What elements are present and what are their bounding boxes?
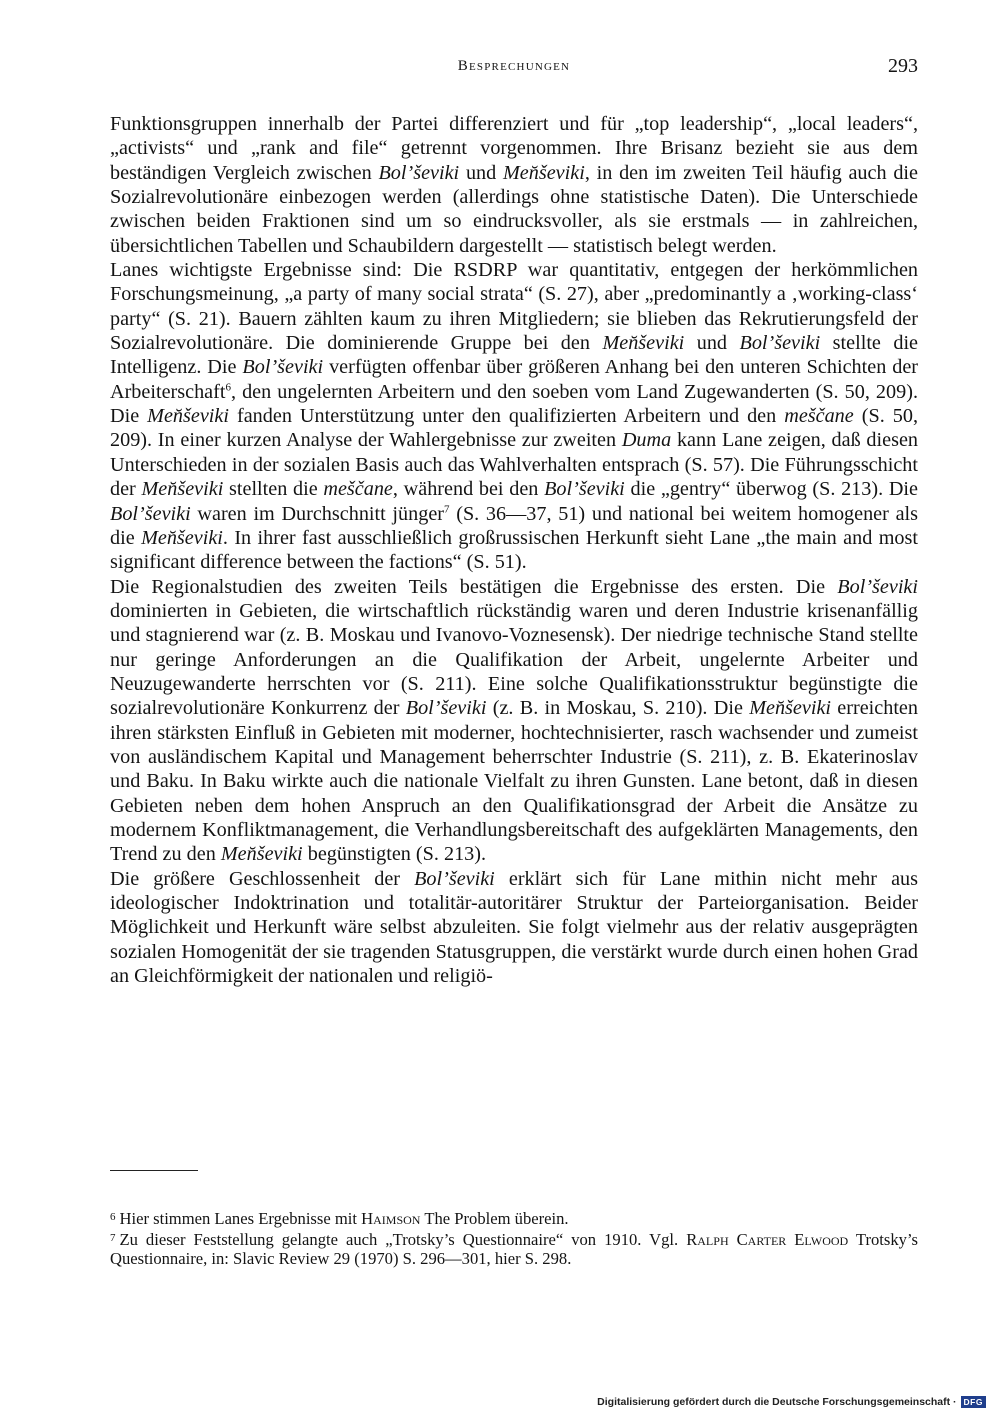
footnote-rule xyxy=(110,1170,198,1171)
text-run: stellte die Intelligenz. Die xyxy=(110,332,919,379)
italic-term: Men̆ševiki xyxy=(220,843,303,866)
text-run: (S. 36—37, 51) und national bei weitem homogener als die xyxy=(110,502,918,549)
italic-term: Men̆ševiki xyxy=(141,526,223,549)
text-run: waren im Durchschnitt jünger xyxy=(190,502,445,525)
italic-term: Bol’ševiki xyxy=(837,575,918,598)
footnote-reference: 6 xyxy=(225,381,231,394)
text-run: dominierten in Gebieten, die wirtschaftlich rückständig waren und deren Industrie krisenanfällig und stagnierend war (z. B. Moskau und Ivanovo-Voznesensk). Der niedrige technische Stand stellte nur geringe Anforderungen an die Qualifikation der Arbeit, ungelernte Arbeiter und Neuzugewanderte herrschten vor (S. 211). Eine solche Qualifikationsstruktur begünstigte die sozialrevolutionäre Konkurrenz der xyxy=(110,599,918,720)
footnote-text: Hier stimmen Lanes Ergebnisse mit xyxy=(119,1209,362,1228)
text-run: begünstigten (S. 213). xyxy=(302,843,487,866)
dfg-logo: DFG xyxy=(961,1396,986,1408)
text-run: erklärt sich für Lane mithin nicht mehr aus ideologischer Indoktrination und totalitär-autoritärer Struktur der Parteiorganisation. Beider Möglichkeit und Herkunft wäre selbst abzuleiten. Sie folgt vielmehr aus der relativ ausgeprägten sozialen Homogenität der sie tragenden Statusgruppen, die verstärkt wurde durch einen hohen Grad an Gleichförmigkeit der nationalen und religiö- xyxy=(110,867,918,988)
text-run: Lanes wichtigste Ergebnisse sind: Die RSDRP war quantitativ, entgegen der herkömmlichen Forschungsmeinung, „a party of many social strata“ (S. 27), aber „predominantly a ‚working-class‘ party“ (S. 21). Bauern zählten kaum zu ihren Mitgliedern; sie blieben das Rekrutierungsfeld der Sozialrevolutionäre. Die dominierende Gruppe bei den xyxy=(110,259,918,355)
italic-term: Duma xyxy=(621,429,672,452)
footnotes xyxy=(110,1208,918,1269)
text-run: die „gentry“ überwog (S. 213). Die xyxy=(624,478,918,501)
footnote xyxy=(110,1208,918,1229)
italic-term: Men̆ševiki xyxy=(749,697,832,720)
italic-term: Bol’ševiki xyxy=(414,867,495,890)
italic-term: Men̆ševiki xyxy=(141,478,224,501)
text-run: (z. B. in Moskau, S. 210). Die xyxy=(486,697,750,720)
paragraph xyxy=(110,867,918,989)
italic-term: Bol’ševiki xyxy=(242,356,324,379)
text-run: , während bei den xyxy=(392,478,545,501)
text-run: und xyxy=(684,332,740,355)
italic-term: Bol’ševiki xyxy=(544,478,625,501)
italic-term: meščane xyxy=(784,405,854,428)
text-run: , den ungelernten Arbeitern und den soeben vom Land Zugewanderten (S. 50, 209). Die xyxy=(110,380,918,428)
text-run: Die größere Geschlossenheit der xyxy=(110,867,415,890)
text-run: , in den im zweiten Teil häufig auch die Sozialrevolutionäre einbezogen werden (allerdings ohne statistische Daten). Die Unterschiede zwischen beiden Fraktionen sind um so eindrucksvoller, als sie erstmals — in zahlreichen, übersichtlichen Tabellen und Schaubildern dargestellt — statistisch belegt werden. xyxy=(110,161,918,257)
paragraph xyxy=(110,258,918,574)
paragraph xyxy=(110,575,918,867)
italic-term: Bol’ševiki xyxy=(739,332,821,355)
footnote-number: 6 xyxy=(110,1211,116,1223)
body-text xyxy=(110,112,918,988)
text-run: fanden Unterstützung unter den qualifizierten Arbeitern und den xyxy=(228,405,785,428)
italic-term: Men̆ševiki xyxy=(602,332,685,355)
text-run: Die Regionalstudien des zweiten Teils bestätigen die Ergebnisse des ersten. Die xyxy=(110,575,838,598)
paragraph xyxy=(110,112,918,258)
text-run: verfügten offenbar über größeren Anhang bei den unteren Schichten der Arbeiterschaft xyxy=(110,356,919,403)
running-head xyxy=(110,55,918,82)
footnote-text: Zu dieser Feststellung gelangte auch „Trotsky’s Questionnaire“ von 1910. Vgl. xyxy=(119,1229,687,1249)
italic-term: Bol’ševiki xyxy=(110,502,191,525)
footnote-reference: 7 xyxy=(444,502,450,515)
text-run: erreichten ihren stärksten Einfluß in Gebieten mit moderner, hochtechnisierter, rasch wachsender und zumeist von ausländischem Kapital und Management beherrschter Industrie (S. 211), z. B. Ekaterinoslav und Baku. In Baku wirkte auch die nationale Vielfalt zu ihren Gunsten. Lane betont, daß in diesen Gebieten neben dem hohen Anspruch an den Qualifikationsgrad der Arbeit die Ansätze zu modernem Konfliktmanagement, die Verhandlungsbereitschaft des aufgeklärten Managements, den Trend zu den xyxy=(110,697,918,866)
page-number: 293 xyxy=(888,55,918,77)
italic-term: meščane xyxy=(323,478,393,501)
text-run: . In ihrer fast ausschließlich großrussischen Herkunft sieht Lane „the main and most significant difference between the factions“ (S. 51). xyxy=(110,526,918,574)
text-run: (S. 50, 209). In einer kurzen Analyse der Wahlergebnisse zur zweiten xyxy=(110,405,918,452)
italic-term: Bol’ševiki xyxy=(378,161,460,184)
footnote-text: The Problem überein. xyxy=(420,1209,569,1228)
footnote xyxy=(110,1229,918,1269)
italic-term: Bol’ševiki xyxy=(405,697,487,720)
footnote-number: 7 xyxy=(110,1231,116,1244)
text-run: Funktionsgruppen innerhalb der Partei differenziert und für „top leadership“, „local leaders“, „activists“ und „rank and file“ getrennt vorgenommen. Ihre Brisanz bezieht sie aus dem beständigen Vergleich zwischen xyxy=(110,113,918,184)
author-name: Ralph Carter Elwood xyxy=(686,1229,849,1249)
footnote-text: Trotsky’s Questionnaire, in: Slavic Review 29 (1970) S. 296—301, hier S. 298. xyxy=(110,1229,919,1269)
credit-text: Digitalisierung gefördert durch die Deutsche Forschungsgemeinschaft · xyxy=(597,1396,957,1408)
digitization-credit xyxy=(597,1396,986,1408)
text-run: und xyxy=(459,161,503,184)
running-title: Besprechungen xyxy=(457,58,571,74)
italic-term: Men̆ševiki xyxy=(502,161,585,184)
author-name: Haimson xyxy=(361,1209,421,1228)
italic-term: Men̆ševiki xyxy=(147,405,229,428)
text-run: stellten die xyxy=(223,478,324,501)
text-run: kann Lane zeigen, daß diesen Unterschieden in der sozialen Basis auch das Wahlverhalten entsprach (S. 57). Die Führungsschicht der xyxy=(110,429,918,501)
